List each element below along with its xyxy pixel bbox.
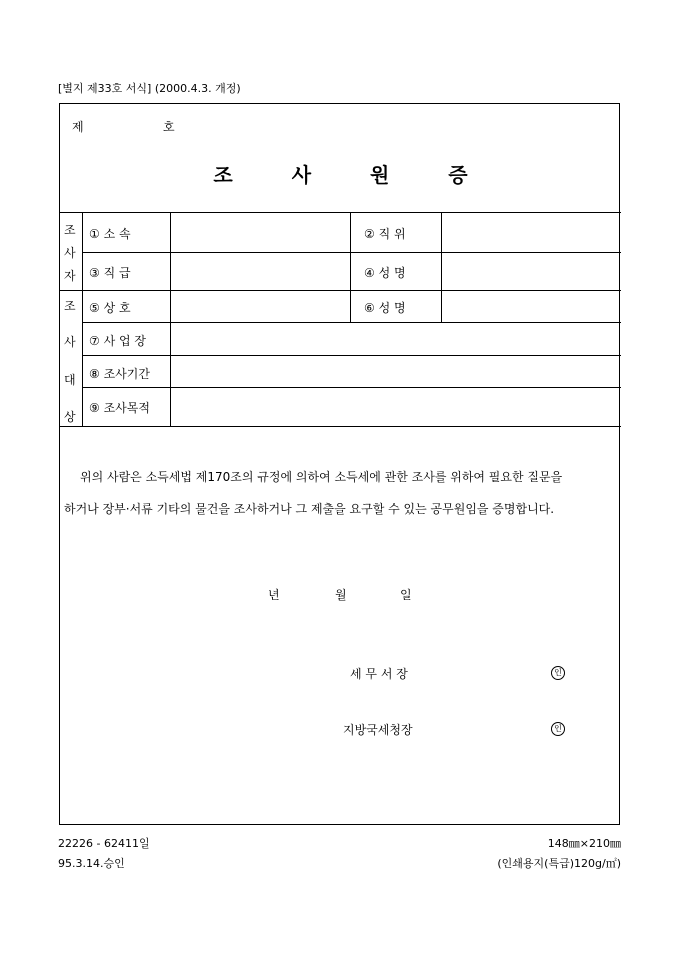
divider	[350, 212, 351, 322]
workplace-label: ⑦ 사 업 장	[89, 334, 146, 348]
divider	[170, 212, 171, 426]
seal-mark: 인	[551, 722, 565, 736]
date-year: 년	[268, 588, 280, 602]
owner-name-label: ⑥ 성 명	[364, 301, 406, 315]
footer-size: 148㎜×210㎜	[547, 837, 621, 850]
divider	[60, 212, 621, 213]
seal-mark: 인	[551, 666, 565, 680]
investigator-side-char: 사	[64, 246, 76, 260]
position-label: ② 직 위	[364, 227, 406, 241]
statement-line: 위의 사람은 소득세법 제170조의 규정에 의하여 소득세에 관한 조사를 위하여 필요한 질문을	[80, 470, 563, 484]
purpose-label: ⑨ 조사목적	[89, 401, 150, 415]
period-label: ⑧ 조사기간	[89, 367, 150, 381]
divider	[82, 252, 621, 253]
footer-paper: (인쇄용지(특급)120g/㎡)	[497, 857, 621, 870]
date-month: 월	[335, 588, 347, 602]
statement-line: 하거나 장부·서류 기타의 물건을 조사하거나 그 제출을 요구할 수 있는 공무원임을 증명합니다.	[64, 502, 555, 516]
date-day: 일	[400, 588, 412, 602]
signer-title: 지방국세청장	[343, 723, 413, 737]
footer-approval: 95.3.14.승인	[58, 857, 125, 870]
divider	[441, 212, 442, 322]
divider	[82, 212, 83, 426]
divider	[82, 322, 621, 323]
subject-side-char: 대	[64, 373, 76, 387]
page-title: 조 사 원 증	[213, 163, 494, 187]
name-label: ④ 성 명	[364, 266, 406, 280]
number-suffix: 호	[163, 120, 175, 134]
divider	[82, 387, 621, 388]
divider	[60, 290, 621, 291]
footer-code: 22226 - 62411일	[58, 837, 150, 850]
investigator-side-char: 자	[64, 269, 76, 283]
divider	[60, 426, 621, 427]
form-label: [별지 제33호 서식] (2000.4.3. 개정)	[58, 82, 241, 95]
number-prefix: 제	[72, 120, 84, 134]
investigator-side-char: 조	[64, 223, 76, 237]
trade-name-label: ⑤ 상 호	[89, 301, 131, 315]
subject-side-char: 상	[64, 410, 76, 424]
divider	[82, 355, 621, 356]
grade-label: ③ 직 급	[89, 266, 131, 280]
certificate-frame	[59, 103, 620, 825]
belong-label: ① 소 속	[89, 227, 131, 241]
subject-side-char: 사	[64, 335, 76, 349]
signer-title: 세 무 서 장	[350, 667, 408, 681]
subject-side-char: 조	[64, 299, 76, 313]
